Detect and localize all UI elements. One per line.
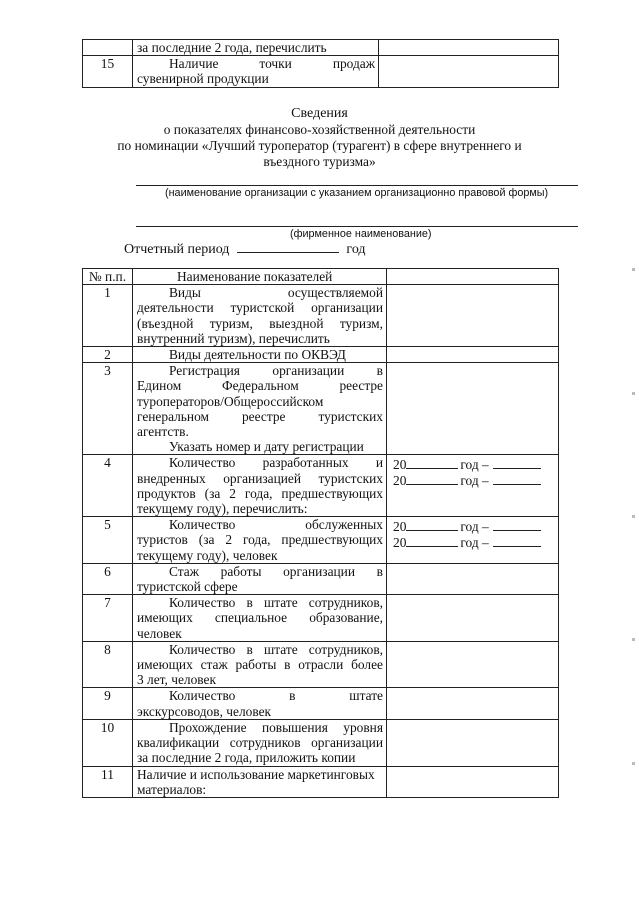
row-number: 15 — [83, 56, 133, 87]
scan-mark — [632, 268, 635, 271]
table-row — [83, 719, 559, 766]
year-blank[interactable] — [406, 519, 458, 531]
row-label: Наличие и использование маркетинговых материалов: — [133, 766, 387, 797]
table-row — [83, 563, 559, 594]
row-number: 5 — [83, 517, 133, 564]
org-name-caption: (наименование организации с указанием организационно правовой формы) — [165, 187, 549, 199]
row-label: Наличие точки продаж сувенирной продукции — [133, 56, 379, 87]
row-value-cell[interactable] — [387, 347, 559, 363]
row-value-cell[interactable] — [387, 363, 559, 455]
row-label: за последние 2 года, перечислить — [133, 40, 379, 56]
row-value-cell[interactable] — [387, 688, 559, 719]
year-entry[interactable] — [393, 535, 558, 551]
year-prefix: 20 — [393, 473, 407, 489]
row-number: 9 — [83, 688, 133, 719]
table-row — [83, 285, 559, 347]
row-value-cell[interactable] — [387, 517, 559, 564]
row-number — [83, 40, 133, 56]
row-number: 10 — [83, 719, 133, 766]
table-row — [83, 766, 559, 797]
year-suffix: год – — [460, 519, 489, 535]
scan-mark — [632, 515, 635, 518]
row-number: 6 — [83, 563, 133, 594]
row-number: 8 — [83, 641, 133, 688]
value-blank[interactable] — [493, 473, 541, 485]
row-label: Количество в штате экскурсоводов, человек — [133, 688, 387, 719]
period-year-blank[interactable] — [237, 241, 339, 253]
year-prefix: 20 — [393, 535, 407, 551]
table-row — [83, 56, 559, 87]
row-number: 1 — [83, 285, 133, 347]
scan-mark — [632, 638, 635, 641]
table-row — [83, 363, 559, 455]
column-header-name: Наименование показателей — [133, 269, 387, 285]
row-number: 4 — [83, 455, 133, 517]
table-header-row — [83, 269, 559, 285]
value-blank[interactable] — [493, 535, 541, 547]
row-label: Стаж работы организации в туристской сфере — [133, 563, 387, 594]
year-blank[interactable] — [406, 473, 458, 485]
row-label: Виды деятельности по ОКВЭД — [133, 347, 387, 363]
period-label: Отчетный период — [124, 242, 230, 257]
row-label: Количество в штате сотрудников, имеющих специальное образование, человек — [133, 595, 387, 642]
row-value-cell[interactable] — [387, 285, 559, 347]
period-suffix: год — [346, 242, 366, 257]
row-value-cell[interactable] — [379, 56, 559, 87]
table-row — [83, 517, 559, 564]
row-label: Регистрация организации в Едином Федеральном реестре туроператоров/Общероссийском генеральном реестре туристских агентств. Указать номер и дату регистрации — [133, 363, 387, 455]
row-label: Количество в штате сотрудников, имеющих стаж работы в отрасли более 3 лет, человек — [133, 641, 387, 688]
year-entry[interactable] — [393, 519, 558, 535]
row-number: 2 — [83, 347, 133, 363]
row-value-cell[interactable] — [387, 595, 559, 642]
scan-mark — [632, 762, 635, 765]
year-entry[interactable] — [393, 473, 558, 489]
section-title: Сведения — [291, 106, 348, 121]
year-suffix: год – — [460, 457, 489, 473]
row-value-cell[interactable] — [387, 719, 559, 766]
row-number: 11 — [83, 766, 133, 797]
table-row — [83, 595, 559, 642]
table-row — [83, 40, 559, 56]
column-header-value — [387, 269, 559, 285]
table-row — [83, 688, 559, 719]
row-number: 3 — [83, 363, 133, 455]
year-prefix: 20 — [393, 457, 407, 473]
brand-name-line[interactable] — [136, 226, 578, 227]
row-value-cell[interactable] — [387, 641, 559, 688]
row-value-cell[interactable] — [387, 455, 559, 517]
row-label: Виды осуществляемой деятельности туристской организации (въездной туризм, выездной туризм, внутренний туризм), перечислить — [133, 285, 387, 347]
org-name-line[interactable] — [136, 185, 578, 186]
year-blank[interactable] — [406, 535, 458, 547]
row-number: 7 — [83, 595, 133, 642]
year-entry[interactable] — [393, 457, 558, 473]
section-subtitle-line: въездного туризма» — [263, 154, 376, 169]
table-row — [83, 641, 559, 688]
year-blank[interactable] — [406, 457, 458, 469]
reporting-period — [124, 241, 366, 258]
table-row — [83, 455, 559, 517]
value-blank[interactable] — [493, 457, 541, 469]
row-value-cell[interactable] — [379, 40, 559, 56]
year-suffix: год – — [460, 535, 489, 551]
column-header-number: № п.п. — [83, 269, 133, 285]
row-label: Количество разработанных и внедренных организацией туристских продуктов (за 2 года, предшествующих текущему году), перечислить: — [133, 455, 387, 517]
row-value-cell[interactable] — [387, 766, 559, 797]
scan-mark — [632, 392, 635, 395]
year-suffix: год – — [460, 473, 489, 489]
row-label: Прохождение повышения уровня квалификации сотрудников организации за последние 2 года, приложить копии — [133, 719, 387, 766]
brand-name-caption: (фирменное наименование) — [290, 228, 432, 240]
indicators-table — [82, 268, 559, 798]
table-row — [83, 347, 559, 363]
section-subtitle-line: по номинации «Лучший туроператор (турагент) в сфере внутреннего и — [117, 138, 522, 153]
year-prefix: 20 — [393, 519, 407, 535]
value-blank[interactable] — [493, 519, 541, 531]
row-value-cell[interactable] — [387, 563, 559, 594]
section-subtitle-line: о показателях финансово-хозяйственной деятельности — [163, 122, 476, 137]
continued-table — [82, 39, 559, 88]
row-label: Количество обслуженных туристов (за 2 года, предшествующих текущему году), человек — [133, 517, 387, 564]
